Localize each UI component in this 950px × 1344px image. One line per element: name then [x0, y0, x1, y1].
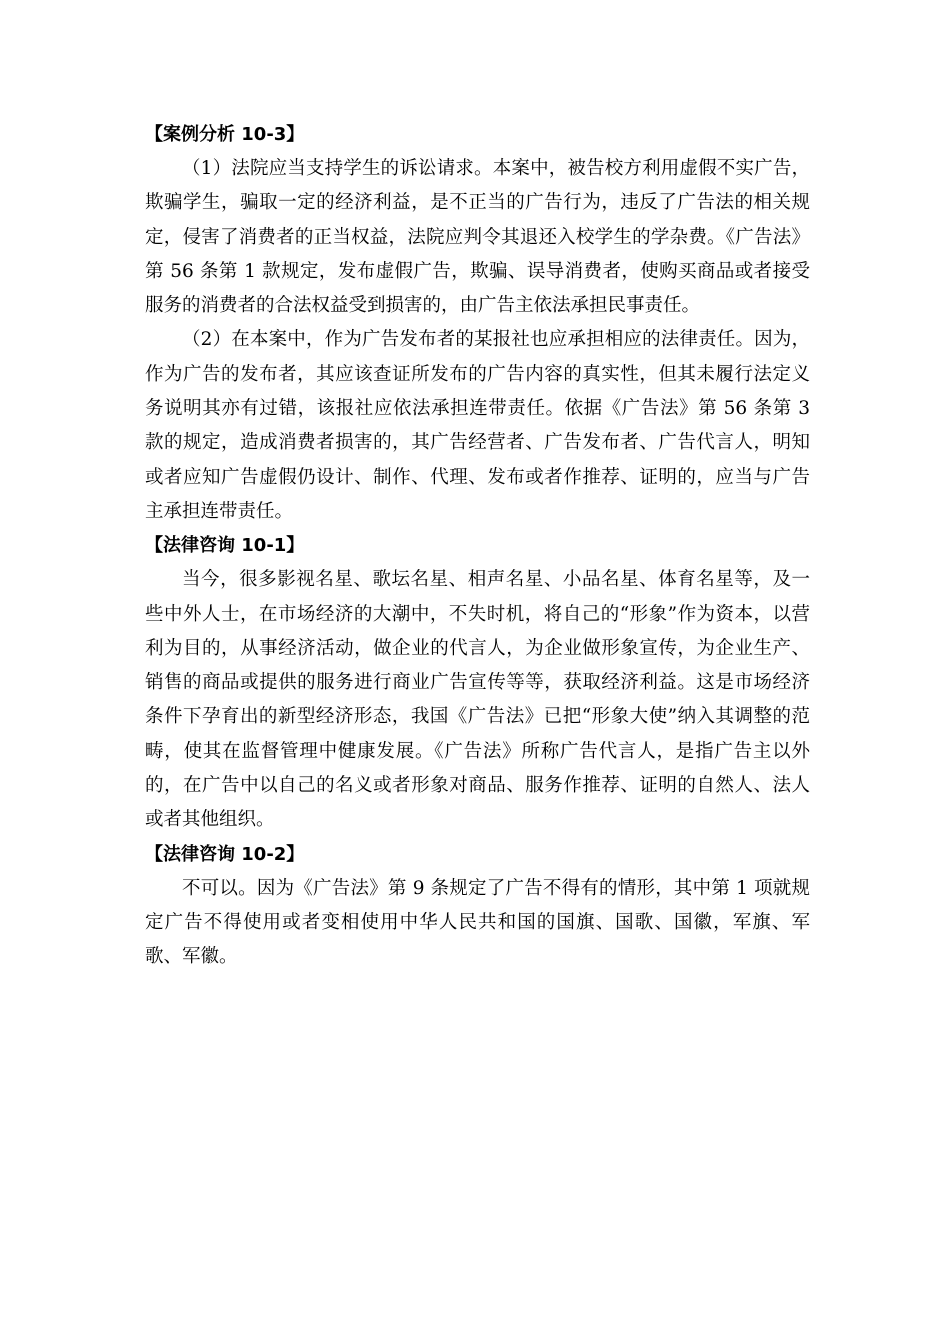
section-legal-consultation-10-1: [145, 529, 810, 837]
paragraph: 当今，很多影视名星、歌坛名星、相声名星、小品名星、体育名星等，及一些中外人士，在市场经济的大潮中，不失时机，将自己的“形象”作为资本，以营利为目的，从事经济活动，做企业的代言人，为企业做形象宣传，为企业生产、销售的商品或提供的服务进行商业广告宣传等等，获取经济利益。这是市场经济条件下孕育出的新型经济形态，我国《广告法》已把“形象大使”纳入其调整的范畴，使其在监督管理中健康发展。《广告法》所称广告代言人，是指广告主以外的，在广告中以自己的名义或者形象对商品、服务作推荐、证明的自然人、法人或者其他组织。: [145, 569, 810, 831]
section-heading: 【案例分析 10-3】: [145, 124, 305, 145]
section-case-analysis-10-3: [145, 118, 810, 529]
paragraph: （2）在本案中，作为广告发布者的某报社也应承担相应的法律责任。因为，作为广告的发布者，其应该查证所发布的广告内容的真实性，但其未履行法定义务说明其亦有过错，该报社应依法承担连带责任。依据《广告法》第 56 条第 3 款的规定，造成消费者损害的，其广告经营者、广告发布者、广告代言人，明知或者应知广告虚假仍设计、制作、代理、发布或者作推荐、证明的，应当与广告主承担连带责任。: [145, 329, 810, 522]
section-legal-consultation-10-2: [145, 838, 810, 975]
section-heading: 【法律咨询 10-2】: [145, 843, 305, 865]
document-page: [145, 118, 810, 975]
section-heading: 【法律咨询 10-1】: [145, 535, 305, 557]
paragraph: 不可以。因为《广告法》第 9 条规定了广告不得有的情形，其中第 1 项就规定广告不得使用或者变相使用中华人民共和国的国旗、国歌、国徽，军旗、军歌、军徽。: [145, 877, 810, 968]
paragraph: （1）法院应当支持学生的诉讼请求。本案中，被告校方利用虚假不实广告，欺骗学生，骗取一定的经济利益，是不正当的广告行为，违反了广告法的相关规定，侵害了消费者的正当权益，法院应判令其退还入校学生的学杂费。《广告法》第 56 条第 1 款规定，发布虚假广告，欺骗、误导消费者，使购买商品或者接受服务的消费者的合法权益受到损害的，由广告主依法承担民事责任。: [145, 158, 810, 317]
